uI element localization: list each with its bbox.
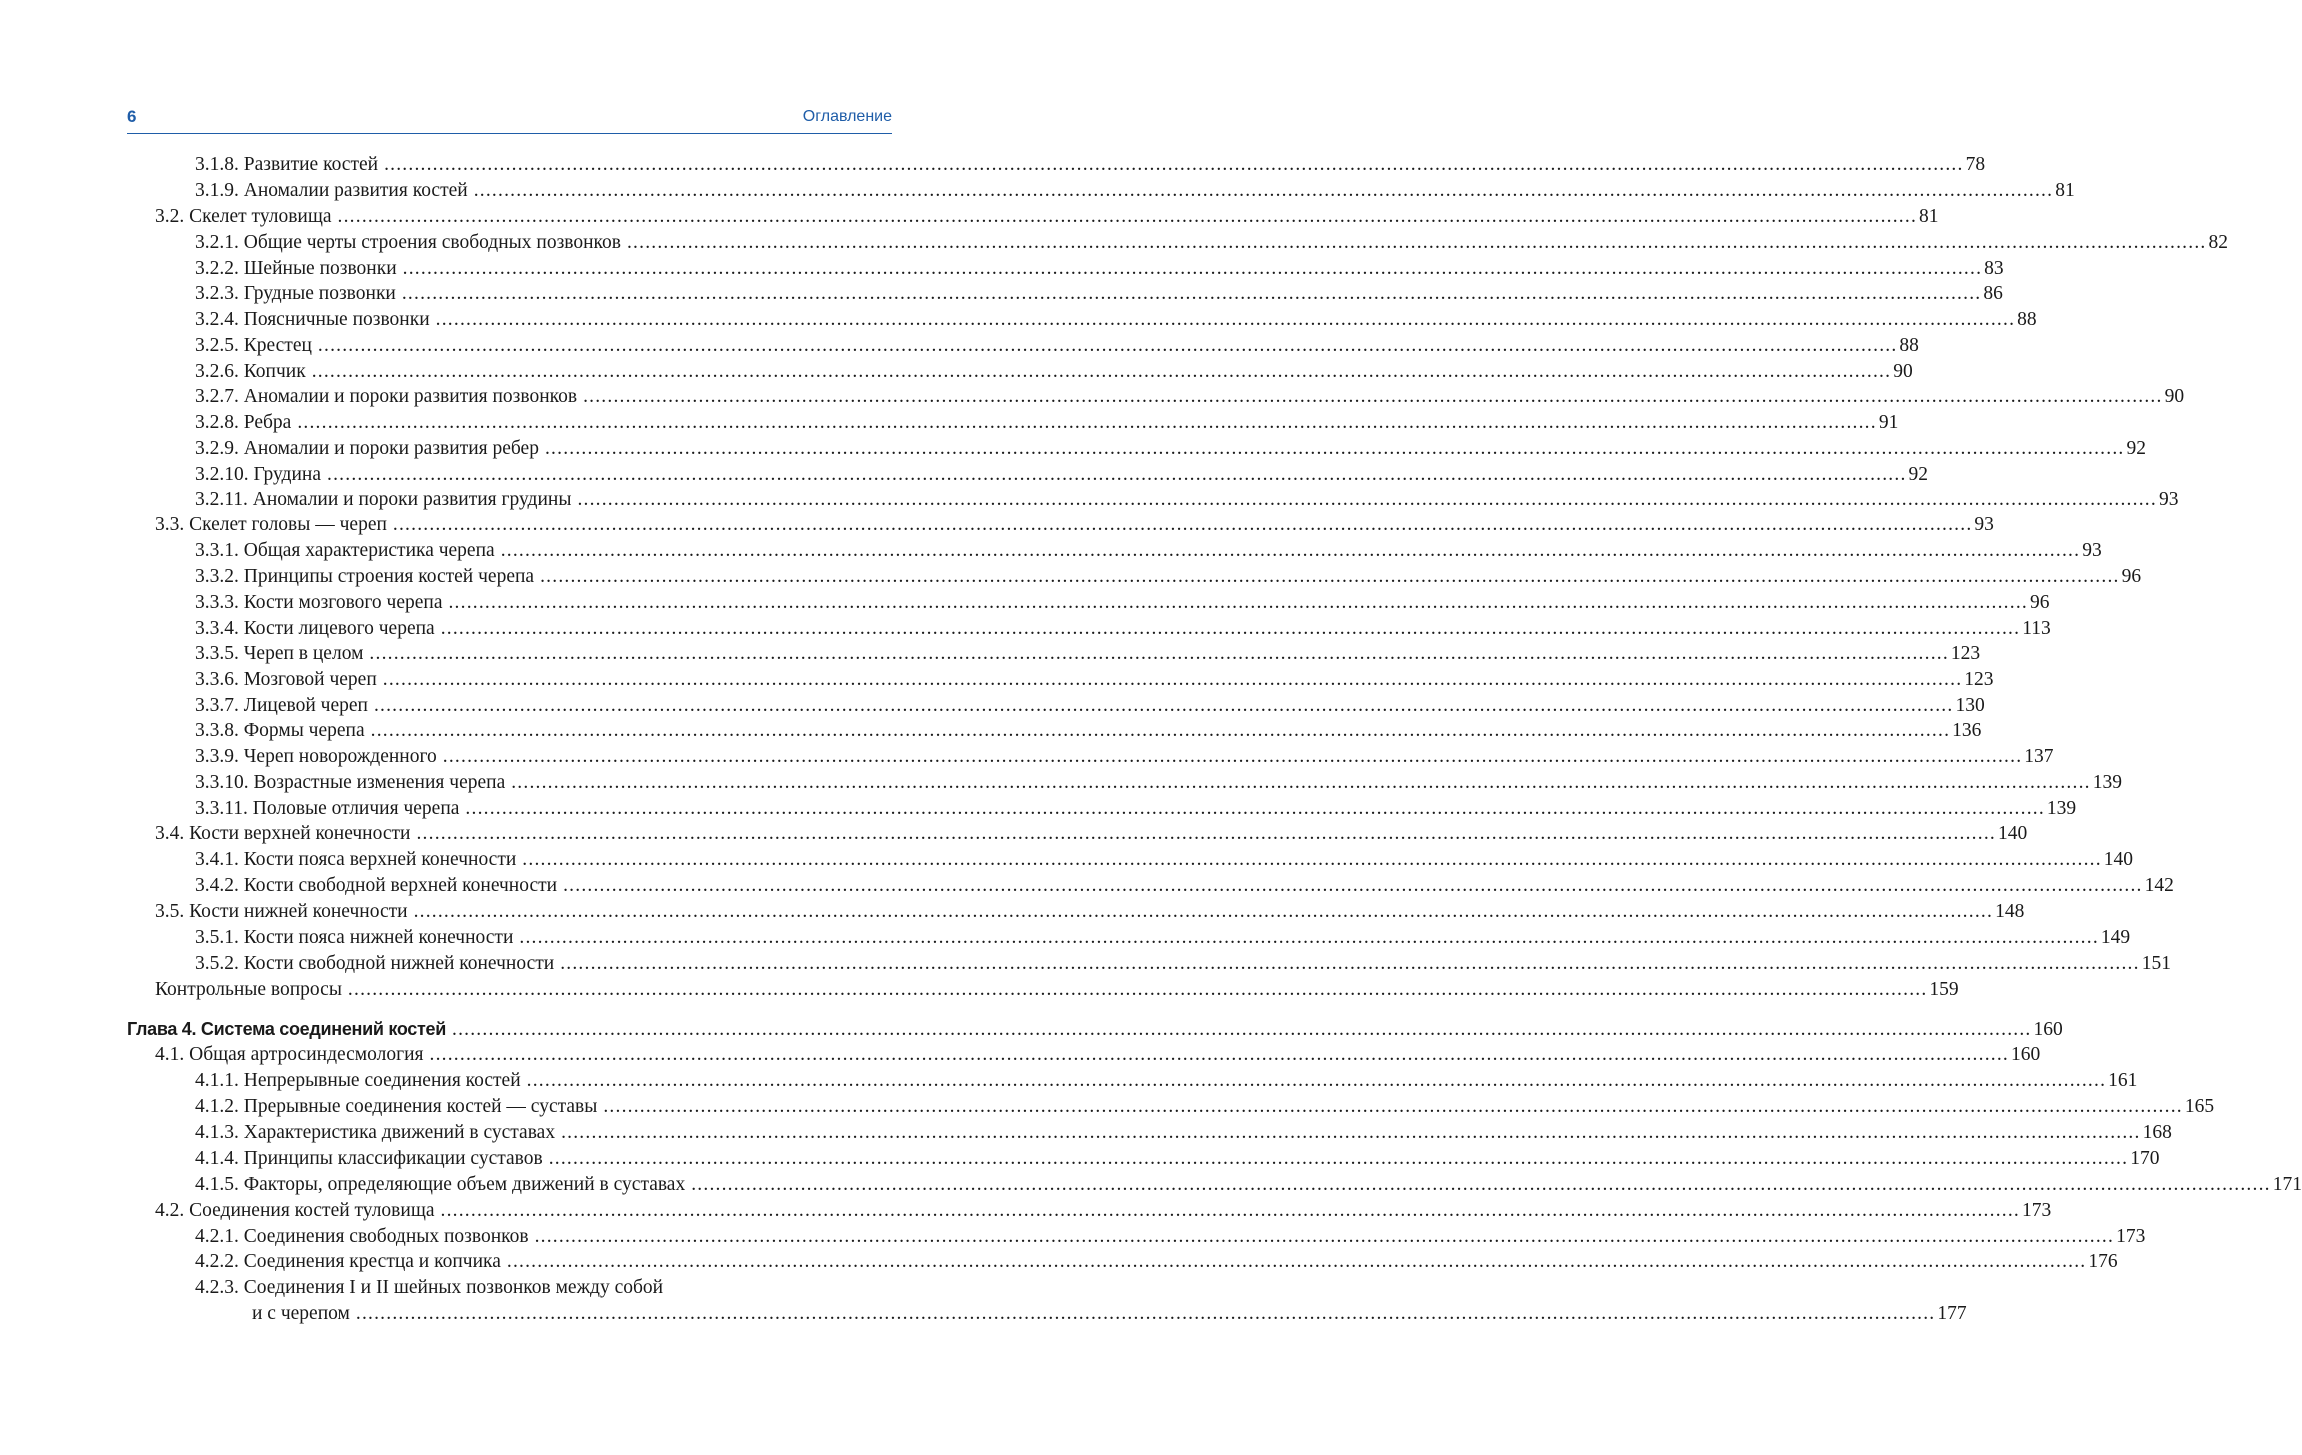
- toc-entry-title: Глава 4. Система соединений костей: [127, 1019, 446, 1039]
- dot-leader: ....................................................................................................................................................................................................................................................................: [402, 258, 1983, 279]
- toc-entry-title: 3.3.5. Череп в целом: [195, 643, 364, 664]
- dot-leader: ....................................................................................................................................................................................................................................................................: [511, 772, 2091, 793]
- dot-leader: ....................................................................................................................................................................................................................................................................: [440, 1200, 2020, 1221]
- toc-entry[interactable]: [195, 641, 1981, 667]
- toc-entry[interactable]: [195, 847, 2134, 873]
- dot-leader: ....................................................................................................................................................................................................................................................................: [603, 1096, 2183, 1117]
- dot-leader: ....................................................................................................................................................................................................................................................................: [526, 1070, 2107, 1091]
- toc-entry[interactable]: [195, 1094, 2215, 1120]
- toc-entry-title: 3.5.1. Кости пояса нижней конечности: [195, 927, 514, 948]
- toc-entry[interactable]: [195, 744, 2054, 770]
- toc-page-number: 81: [1919, 206, 1939, 227]
- dot-leader: ....................................................................................................................................................................................................................................................................: [392, 514, 1973, 535]
- toc-page-number: 139: [2092, 772, 2122, 793]
- toc-entry-title: 3.5. Кости нижней конечности: [155, 901, 408, 922]
- toc-entry-title: 4.1. Общая артросиндесмология: [155, 1044, 424, 1065]
- toc-entry-title: 3.3.8. Формы черепа: [195, 720, 365, 741]
- toc-entry-title: 3.2.7. Аномалии и пороки развития позвонков: [195, 386, 578, 407]
- dot-leader: ....................................................................................................................................................................................................................................................................: [373, 695, 1954, 716]
- dot-leader: ....................................................................................................................................................................................................................................................................: [473, 180, 2054, 201]
- toc-page-number: 165: [2184, 1096, 2215, 1117]
- toc-entry[interactable]: [195, 384, 2185, 410]
- toc-entry[interactable]: [195, 333, 1919, 359]
- dot-leader: ....................................................................................................................................................................................................................................................................: [297, 412, 1877, 433]
- toc-entry-title: 4.1.5. Факторы, определяющие объем движений в суставах: [195, 1174, 686, 1195]
- toc-page-number: 140: [1997, 823, 2028, 844]
- dot-leader: ....................................................................................................................................................................................................................................................................: [370, 720, 1951, 741]
- page-header: [127, 103, 892, 134]
- toc-entry-title: 3.3.10. Возрастные изменения черепа: [195, 772, 506, 793]
- toc-page-number: 83: [1984, 258, 2004, 279]
- toc-entry-title: 3.2. Скелет туловища: [155, 206, 332, 227]
- toc-entry-title: 4.1.3. Характеристика движений в суставах: [195, 1122, 556, 1143]
- toc-page-number: 170: [2130, 1148, 2160, 1169]
- toc-entry-title: 3.2.4. Поясничные позвонки: [195, 309, 430, 330]
- toc-entry-title: 3.4. Кости верхней конечности: [155, 823, 411, 844]
- toc-entry[interactable]: [195, 1172, 2302, 1198]
- dot-leader: ....................................................................................................................................................................................................................................................................: [429, 1044, 2009, 1065]
- toc-page-number: 93: [2082, 540, 2102, 561]
- toc-entry-title: 3.3.9. Череп новорожденного: [195, 746, 437, 767]
- toc-entry[interactable]: [155, 204, 1939, 230]
- toc-entry-title: 3.4.2. Кости свободной верхней конечности: [195, 875, 558, 896]
- toc-entry[interactable]: [195, 796, 2077, 822]
- toc-page-number: 86: [1983, 283, 2003, 304]
- toc-entry[interactable]: [195, 951, 2171, 977]
- dot-leader: ....................................................................................................................................................................................................................................................................: [626, 232, 2207, 253]
- toc-page-number: 113: [2022, 618, 2051, 639]
- dot-leader: ....................................................................................................................................................................................................................................................................: [540, 566, 2120, 587]
- toc-entry-title: 3.3.7. Лицевой череп: [195, 695, 368, 716]
- dot-leader: ....................................................................................................................................................................................................................................................................: [577, 489, 2157, 510]
- dot-leader: ....................................................................................................................................................................................................................................................................: [544, 438, 2125, 459]
- toc-entry[interactable]: [195, 1068, 2138, 1094]
- toc-page-number: 137: [2024, 746, 2054, 767]
- toc-page-number: 123: [1950, 643, 1981, 664]
- dot-leader: ....................................................................................................................................................................................................................................................................: [416, 823, 1996, 844]
- toc-entry-title: 3.5.2. Кости свободной нижней конечности: [195, 953, 555, 974]
- toc-page-number: 88: [2017, 309, 2037, 330]
- toc-entry-title: 3.2.8. Ребра: [195, 412, 292, 433]
- toc-entry[interactable]: [195, 925, 2131, 951]
- toc-entry-title: 3.2.1. Общие черты строения свободных позвонков: [195, 232, 621, 253]
- toc-page-number: 96: [2121, 566, 2142, 587]
- toc-entry-title: 3.1.8. Развитие костей: [195, 154, 379, 175]
- toc-entry-title: 3.3.6. Мозговой череп: [195, 669, 377, 690]
- toc-entry[interactable]: [155, 899, 2025, 925]
- toc-entry-title: 3.2.6. Копчик: [195, 361, 306, 382]
- dot-leader: ....................................................................................................................................................................................................................................................................: [500, 540, 2081, 561]
- dot-leader: ....................................................................................................................................................................................................................................................................: [355, 1303, 1936, 1324]
- toc-entry-title: и с черепом: [252, 1303, 350, 1324]
- toc-entry[interactable]: [195, 230, 2228, 256]
- toc-page-number: 142: [2144, 875, 2174, 896]
- toc-page-number: 96: [2029, 592, 2050, 613]
- toc-entry-title: 3.2.5. Крестец: [195, 335, 312, 356]
- dot-leader: ....................................................................................................................................................................................................................................................................: [534, 1226, 2115, 1247]
- toc-page-number: 90: [2164, 386, 2185, 407]
- toc-entry[interactable]: [195, 410, 1899, 436]
- dot-leader: ....................................................................................................................................................................................................................................................................: [401, 283, 1982, 304]
- dot-leader: ....................................................................................................................................................................................................................................................................: [442, 746, 2023, 767]
- toc-entry[interactable]: [195, 873, 2174, 899]
- toc-page-number: 160: [2033, 1019, 2063, 1040]
- toc-entry-title: 3.3.2. Принципы строения костей черепа: [195, 566, 535, 587]
- toc-entry[interactable]: [195, 538, 2102, 564]
- dot-leader: ....................................................................................................................................................................................................................................................................: [435, 309, 2016, 330]
- toc-entry-title: 4.1.2. Прерывные соединения костей — суставы: [195, 1096, 598, 1117]
- toc-entry[interactable]: [195, 1249, 2118, 1275]
- toc-entry[interactable]: [195, 590, 2050, 616]
- toc-page-number: 92: [1908, 464, 1929, 485]
- toc-page-number: 139: [2046, 798, 2077, 819]
- toc-entry[interactable]: [195, 281, 2003, 307]
- toc-entry[interactable]: [195, 256, 2004, 282]
- toc-entry-title: 3.4.1. Кости пояса верхней конечности: [195, 849, 517, 870]
- toc-entry-title: 3.3. Скелет головы — череп: [155, 514, 387, 535]
- toc-entry-title: 3.1.9. Аномалии развития костей: [195, 180, 468, 201]
- toc-page-number: 91: [1878, 412, 1899, 433]
- toc-entry-title: 4.1.1. Непрерывные соединения костей: [195, 1070, 521, 1091]
- toc-entry[interactable]: [195, 718, 1982, 744]
- toc-entry[interactable]: [252, 1301, 1967, 1327]
- toc-entry[interactable]: [195, 667, 1994, 693]
- toc-entry-title: 3.2.9. Аномалии и пороки развития ребер: [195, 438, 539, 459]
- toc-page-number: 92: [2126, 438, 2146, 459]
- dot-leader: ....................................................................................................................................................................................................................................................................: [522, 849, 2102, 870]
- toc-page-number: 78: [1965, 154, 1986, 175]
- toc-entry[interactable]: [155, 1198, 2052, 1224]
- toc-entry[interactable]: [195, 1146, 2160, 1172]
- toc-page-number: 123: [1964, 669, 1994, 690]
- dot-leader: ....................................................................................................................................................................................................................................................................: [384, 154, 1964, 175]
- toc-chapter-entry[interactable]: [127, 1016, 2063, 1042]
- dot-leader: ....................................................................................................................................................................................................................................................................: [465, 798, 2045, 819]
- dot-leader: ....................................................................................................................................................................................................................................................................: [311, 361, 1892, 382]
- toc-entry[interactable]: [195, 487, 2179, 513]
- toc-entry[interactable]: [195, 770, 2122, 796]
- dot-leader: ....................................................................................................................................................................................................................................................................: [548, 1148, 2129, 1169]
- toc-page-number: 136: [1952, 720, 1982, 741]
- toc-page-number: 171: [2272, 1174, 2302, 1195]
- toc-entry-title: 4.1.4. Принципы классификации суставов: [195, 1148, 543, 1169]
- running-title: Оглавление: [802, 108, 892, 125]
- toc-entry-title: 3.2.11. Аномалии и пороки развития грудины: [195, 489, 572, 510]
- toc-entry[interactable]: [195, 178, 2075, 204]
- toc-page-number: 82: [2208, 232, 2228, 253]
- dot-leader: ....................................................................................................................................................................................................................................................................: [452, 1019, 2032, 1040]
- dot-leader: ....................................................................................................................................................................................................................................................................: [317, 335, 1898, 356]
- toc-page-number: 81: [2055, 180, 2075, 201]
- dot-leader: ....................................................................................................................................................................................................................................................................: [327, 464, 1907, 485]
- toc-entry-title: 4.2. Соединения костей туловища: [155, 1200, 435, 1221]
- toc-entry-title: 4.2.1. Соединения свободных позвонков: [195, 1226, 529, 1247]
- toc-entry-title: 3.2.2. Шейные позвонки: [195, 258, 397, 279]
- dot-leader: ....................................................................................................................................................................................................................................................................: [347, 979, 1928, 1000]
- toc-entry[interactable]: [195, 436, 2146, 462]
- toc-page-number: 93: [1974, 514, 1994, 535]
- toc-page-number: 140: [2103, 849, 2134, 870]
- page-number: 6: [127, 107, 137, 126]
- toc-entry[interactable]: [195, 1120, 2172, 1146]
- toc-page-number: 88: [1899, 335, 1919, 356]
- toc-page-number: 177: [1937, 1303, 1967, 1324]
- toc-entry[interactable]: [155, 977, 1959, 1003]
- toc-entry[interactable]: [155, 1042, 2041, 1068]
- dot-leader: ....................................................................................................................................................................................................................................................................: [413, 901, 1994, 922]
- dot-leader: ....................................................................................................................................................................................................................................................................: [382, 669, 1963, 690]
- toc-entry[interactable]: [195, 462, 1929, 488]
- toc-entry-title: 4.2.2. Соединения крестца и копчика: [195, 1251, 501, 1272]
- toc-entry[interactable]: [195, 152, 1986, 178]
- dot-leader: ....................................................................................................................................................................................................................................................................: [440, 618, 2021, 639]
- toc-page-number: 90: [1893, 361, 1913, 382]
- toc-entry-title: 3.3.4. Кости лицевого черепа: [195, 618, 435, 639]
- toc-entry-title: 3.3.1. Общая характеристика черепа: [195, 540, 495, 561]
- toc-entry[interactable]: [155, 821, 2028, 847]
- toc-page-number: 159: [1929, 979, 1959, 1000]
- toc-entry[interactable]: [155, 512, 1994, 538]
- dot-leader: ....................................................................................................................................................................................................................................................................: [563, 875, 2143, 896]
- toc-entry-title[interactable]: 4.2.3. Соединения I и II шейных позвонков между собой: [195, 1277, 664, 1298]
- toc-page-number: 160: [2011, 1044, 2041, 1065]
- dot-leader: ....................................................................................................................................................................................................................................................................: [337, 206, 1918, 227]
- toc-page-number: 148: [1995, 901, 2025, 922]
- toc-entry-title: 3.3.3. Кости мозгового черепа: [195, 592, 443, 613]
- toc-entry-title: 3.3.11. Половые отличия черепа: [195, 798, 460, 819]
- dot-leader: ....................................................................................................................................................................................................................................................................: [561, 1122, 2141, 1143]
- toc-page-number: 173: [2116, 1226, 2146, 1247]
- toc-entry[interactable]: [195, 359, 1913, 385]
- toc-page-number: 176: [2088, 1251, 2118, 1272]
- toc-entry[interactable]: [195, 1224, 2146, 1250]
- toc-entry[interactable]: [195, 616, 2051, 642]
- toc-page-number: 173: [2022, 1200, 2052, 1221]
- dot-leader: ....................................................................................................................................................................................................................................................................: [583, 386, 2163, 407]
- toc-page-number: 151: [2141, 953, 2171, 974]
- dot-leader: ....................................................................................................................................................................................................................................................................: [519, 927, 2099, 948]
- toc-page-number: 130: [1955, 695, 1985, 716]
- toc-page-number: 93: [2158, 489, 2179, 510]
- toc-entry[interactable]: [195, 564, 2142, 590]
- toc-entry-title: 3.2.10. Грудина: [195, 464, 322, 485]
- dot-leader: ....................................................................................................................................................................................................................................................................: [506, 1251, 2087, 1272]
- toc-page-number: 161: [2108, 1070, 2138, 1091]
- toc-page-number: 168: [2142, 1122, 2172, 1143]
- dot-leader: ....................................................................................................................................................................................................................................................................: [448, 592, 2028, 613]
- dot-leader: ....................................................................................................................................................................................................................................................................: [691, 1174, 2271, 1195]
- dot-leader: ....................................................................................................................................................................................................................................................................: [369, 643, 1949, 664]
- toc-entry[interactable]: [195, 693, 1985, 719]
- toc-entry-title: 3.2.3. Грудные позвонки: [195, 283, 396, 304]
- toc-entry[interactable]: [195, 307, 2037, 333]
- toc-page-number: 149: [2100, 927, 2131, 948]
- toc-entry-title: Контрольные вопросы: [155, 979, 342, 1000]
- dot-leader: ....................................................................................................................................................................................................................................................................: [560, 953, 2140, 974]
